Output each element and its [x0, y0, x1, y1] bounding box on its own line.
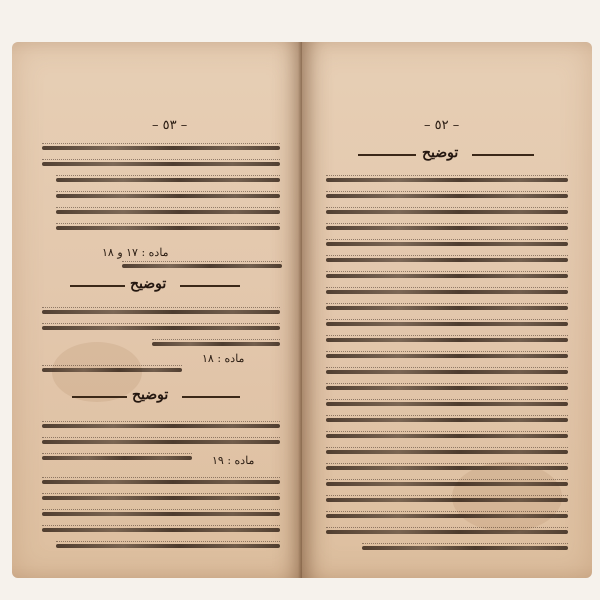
left-article-a: ماده : ١٧ و ١٨: [102, 246, 169, 259]
text-line: [326, 210, 568, 214]
text-line: [326, 242, 568, 246]
text-line: [326, 434, 568, 438]
text-line: [326, 530, 568, 534]
text-line: [326, 514, 568, 518]
heading-rule: [180, 285, 240, 287]
text-line: [326, 322, 568, 326]
text-line: [326, 306, 568, 310]
text-line: [326, 370, 568, 374]
text-line: [362, 546, 568, 550]
left-article-c: ماده : ١٩: [212, 454, 255, 467]
text-line: [56, 544, 280, 548]
right-heading-1: توضيح: [422, 145, 459, 161]
text-line: [42, 424, 280, 428]
heading-rule: [70, 285, 125, 287]
left-article-b: ماده : ١٨: [202, 352, 245, 365]
left-heading-1: توضيح: [130, 276, 167, 292]
text-line: [42, 326, 280, 330]
left-page: [12, 42, 302, 578]
text-line: [326, 290, 568, 294]
text-line: [326, 194, 568, 198]
right-page: [302, 42, 592, 578]
paper-stain: [52, 342, 142, 402]
text-line: [326, 274, 568, 278]
text-line: [326, 466, 568, 470]
text-line: [42, 440, 280, 444]
text-line: [326, 338, 568, 342]
heading-rule: [358, 154, 416, 156]
text-line: [42, 162, 280, 166]
text-line: [42, 512, 280, 516]
text-line: [42, 456, 192, 460]
text-line: [42, 480, 280, 484]
left-page-number: – ٥٣ –: [152, 118, 188, 133]
right-page-number: – ٥٢ –: [424, 118, 460, 133]
left-heading-2: توضيح: [132, 387, 169, 403]
heading-rule: [72, 396, 127, 398]
text-line: [326, 418, 568, 422]
text-line: [326, 498, 568, 502]
text-line: [326, 226, 568, 230]
text-line: [42, 310, 280, 314]
text-line: [56, 210, 280, 214]
text-line: [326, 402, 568, 406]
text-line: [152, 342, 280, 346]
text-line: [42, 368, 182, 372]
text-line: [326, 178, 568, 182]
text-line: [42, 528, 280, 532]
text-line: [56, 178, 280, 182]
heading-rule: [182, 396, 240, 398]
text-line: [122, 264, 282, 268]
heading-rule: [472, 154, 534, 156]
text-line: [326, 386, 568, 390]
text-line: [42, 146, 280, 150]
text-line: [326, 482, 568, 486]
text-line: [326, 450, 568, 454]
open-book-spread: [12, 42, 592, 578]
text-line: [326, 354, 568, 358]
text-line: [42, 496, 280, 500]
text-line: [56, 226, 280, 230]
text-line: [326, 258, 568, 262]
text-line: [56, 194, 280, 198]
